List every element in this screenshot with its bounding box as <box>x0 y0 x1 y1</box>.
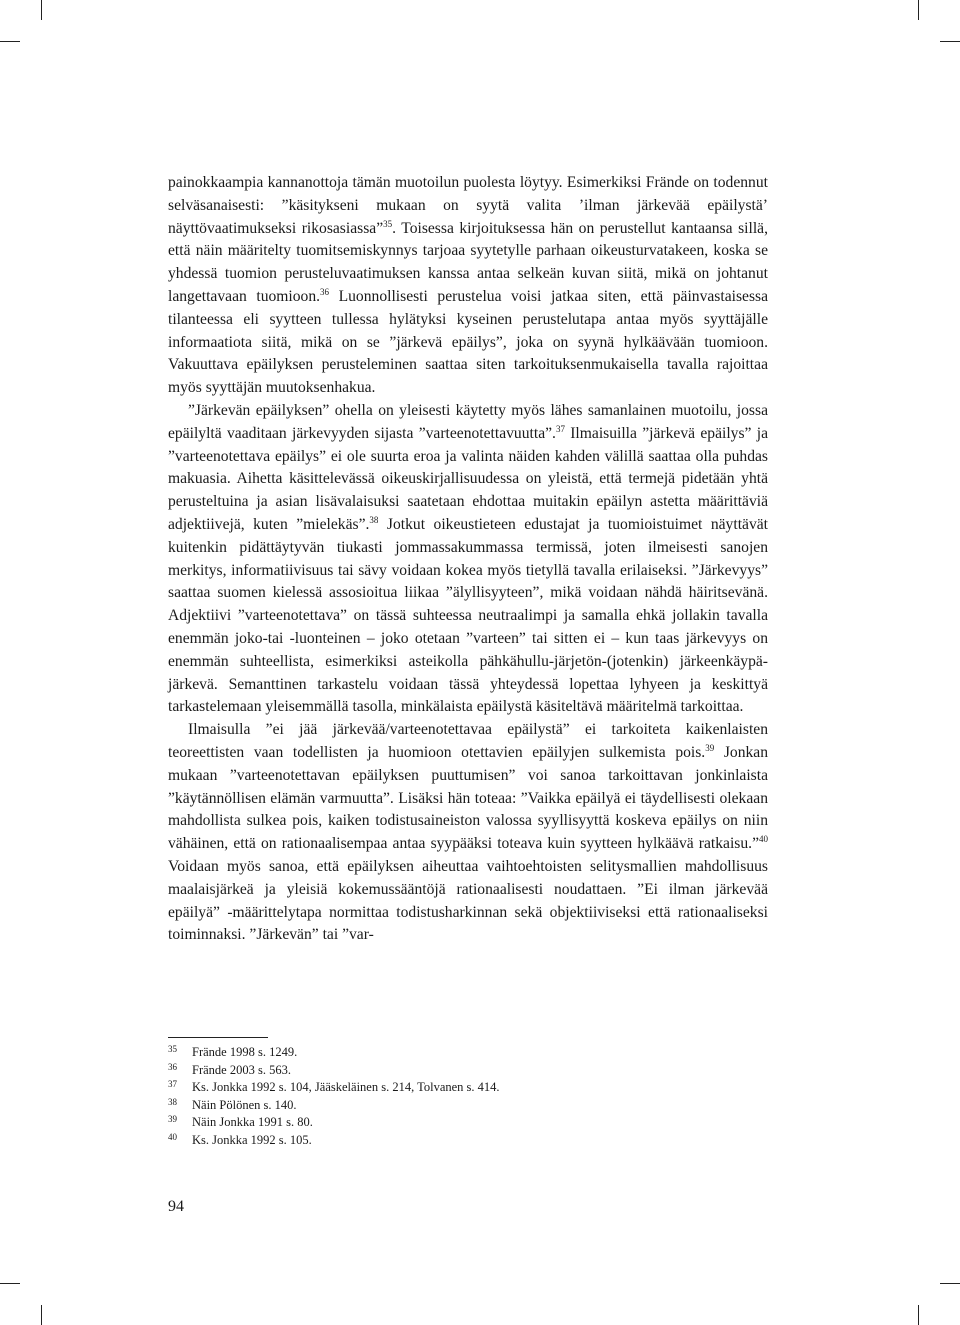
footnote-number: 35 <box>168 1044 177 1054</box>
footnote <box>168 1079 768 1097</box>
paragraph-text: . Toisessa kirjoituksessa hän on perustellut kantaansa sillä, että näin määritelty tuomitsemiskynnys tarjoaa syytetylle parhaan oikeusturvatakeen, koska se yhdessä tuomion perusteluvaatimuksen kanssa antaa selkeän kuvan siitä, mikä on johtanut langettavaan tuomioon. <box>168 219 768 305</box>
footnote-reference: 40 <box>759 834 768 845</box>
footnote-text: Näin Pölönen s. 140. <box>192 1097 297 1112</box>
crop-mark <box>918 0 919 20</box>
crop-mark <box>41 0 42 20</box>
paragraph-text: ”Järkevän epäilyksen” ohella on yleisesti käytetty myös lähes samanlainen muotoilu, jossa epäilyltä vaaditaan järkevyyden sijasta ”varteenotettavuutta”. <box>168 401 768 442</box>
crop-mark <box>0 41 20 42</box>
paragraph-text: painokkaampia kannanottoja tämän muotoilun puolesta löytyy. Esimerkiksi Frände on todennut selväsanaisesti: ”käsitykseni mukaan on syytä valita ’ilman järkevää epäilystä’ näyttövaatimukseksi rikosasiassa” <box>168 174 768 237</box>
footnote <box>168 1097 768 1115</box>
page-number: 94 <box>168 1198 184 1215</box>
paragraph <box>168 172 768 400</box>
paragraph-text: Ilmaisulla ”ei jää järkevää/varteenotettavaa epäilystä” ei tarkoiteta kaikenlaisten teoreettisten vaan todellisten ja huomioon otettavien epäilyjen sulkemista pois. <box>168 721 768 761</box>
crop-mark <box>918 1305 919 1325</box>
footnote-text: Frände 1998 s. 1249. <box>192 1045 298 1059</box>
footnote-text: Ks. Jonkka 1992 s. 104, Jääskeläinen s. 214, Tolvanen s. 414. <box>192 1080 500 1095</box>
paragraph <box>168 719 768 947</box>
footnote-reference: 36 <box>320 286 330 297</box>
crop-mark <box>940 41 960 42</box>
footnote-text: Näin Jonkka 1991 s. 80. <box>192 1115 313 1130</box>
page-body <box>168 172 768 947</box>
footnote-number: 36 <box>168 1061 177 1072</box>
footnote-text: Ks. Jonkka 1992 s. 105. <box>192 1132 312 1147</box>
crop-mark <box>0 1283 20 1284</box>
crop-mark <box>940 1283 960 1284</box>
paragraph-text: Jotkut oikeustieteen edustajat ja tuomioistuimet näyttävät kuitenkin pidättäytyvän tiukasti jommassakummassa termissä, joten ilmeisesti sanojen merkitys, informatiivisuus tai sävy voidaan kokea myös tietyllä tavalla erilaiseksi. ”Järkevyys” saattaa suomen kielessä assosioitua liikaa ”älyllisyyteen”, mikä voidaan nähdä häiritsevänä. Adjektiivi ”varteenotettava” on tässä suhteessa neutraalimpi ja samalla ehkä jollakin tavalla enemmän joko-tai -luonteinen – joko otetaan ”varteen” tai sitten ei – kun taas järkevyys on enemmän suhteellista, esimerkiksi asteikolla pähkähullu-järjetön-(jotenkin) järkeenkäypä-järkevä. Semanttinen tarkastelu voidaan tässä yhteydessä lopettaa lyhyeen ja keskittyä tarkastelemaan yleisemmällä tasolla, minkälaista epäilystä käsiteltävä määritelmä tarkoittaa. <box>168 515 768 716</box>
footnote-number: 40 <box>168 1131 177 1142</box>
footnote-number: 37 <box>168 1079 177 1090</box>
paragraph <box>168 400 768 719</box>
footnote-reference: 39 <box>705 742 715 753</box>
paragraph-text: Luonnollisesti perustelua voisi jatkaa siten, että päinvastaisessa tilanteessa eli syytteen tullessa hylätyksi kyseinen perustelutapa antaa myös syyttäjälle informaatiota siitä, mikä on se ”järkevä epäilys”, joka on syynä hylkäävään tuomioon. Vakuuttava epäilyksen perusteleminen saattaa siten tarkoituksenmukaisella tavalla rajoittaa myös syyttäjän muutoksenhakua. <box>168 287 769 397</box>
paragraph-text: Voidaan myös sanoa, että epäilyksen aiheuttaa vaihtoehtoisten selitysmallien mahdollisuus maalaisjärkeä ja yleisiä kokemussääntöjä rationaalisesti noudattaen. ”Ei ilman järkevää epäilyä” -määrittelytapa normittaa todistusharkinnan sekä objektiiviseksi että rationaaliseksi toiminnaksi. ”Järkevän” tai ”var- <box>168 857 768 944</box>
footnote-rule <box>168 1037 268 1038</box>
footnote <box>168 1062 768 1080</box>
footnote-number: 39 <box>168 1114 177 1125</box>
footnote <box>168 1114 768 1132</box>
footnotes <box>168 1044 768 1150</box>
footnote <box>168 1044 768 1062</box>
footnote-text: Frände 2003 s. 563. <box>192 1062 291 1077</box>
footnote-reference: 38 <box>369 514 379 525</box>
footnote-number: 38 <box>168 1096 177 1107</box>
footnote <box>168 1132 768 1150</box>
footnote-reference: 35 <box>383 218 393 229</box>
paragraph-text: Jonkan mukaan ”varteenotettavan epäilyksen puuttumisen” voi sanoa tarkoittavan jonkinlaista ”käytännöllisen elämän varmuutta”. Lisäksi hän toteaa: ”Vaikka epäilyä ei täydellisesti olekaan mahdollista sulkea pois, kaiken todistusaineiston valossa syyllisyyttä koskeva epäilys on niin vähäinen, että on rationaalisempaa antaa syypääksi toteava kuin syytteen hylkäävä ratkaisu.” <box>168 743 769 853</box>
paragraph-text: Ilmaisuilla ”järkevä epäilys” ja ”varteenotettava epäilys” ei ole suurta eroa ja valinta näiden kahden välillä saattaa olla puhdas makuasia. Aihetta käsittelevässä oikeuskirjallisuudessa on yleistä, että termejä pidetään yhtä perusteltuina ja asian lisävalaisuksi saatetaan ehdottaa muitakin epäilyn astetta määrittäviä adjektiivejä, kuten ”mielekäs”. <box>168 424 768 533</box>
footnote-reference: 37 <box>555 423 565 434</box>
crop-mark <box>41 1305 42 1325</box>
